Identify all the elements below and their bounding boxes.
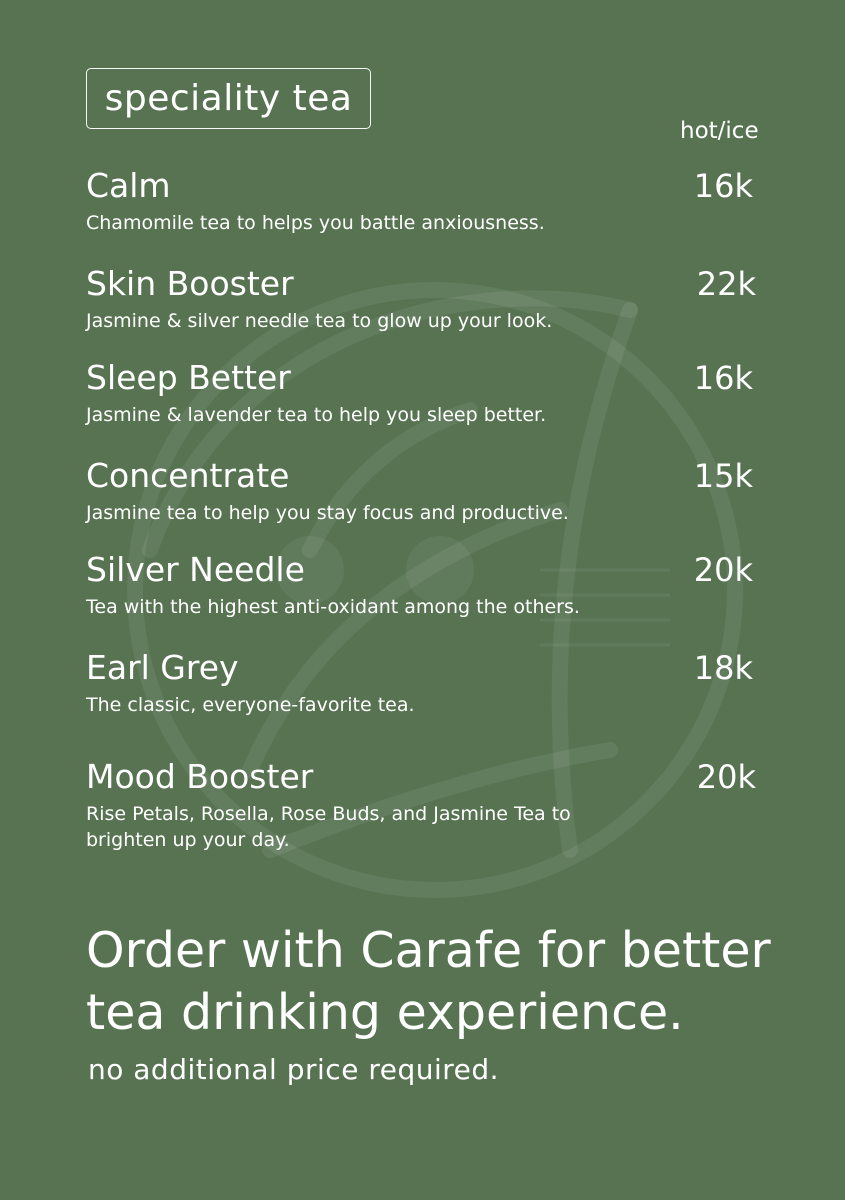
item-name: Concentrate (86, 456, 290, 495)
item-description: The classic, everyone-favorite tea. (86, 694, 415, 716)
menu-item-silver-needle (86, 550, 766, 620)
item-description: Chamomile tea to helps you battle anxiousness. (86, 212, 545, 234)
item-name: Sleep Better (86, 358, 291, 397)
item-price: 15k (693, 457, 753, 495)
item-price: 22k (696, 265, 756, 303)
item-name: Mood Booster (86, 757, 314, 796)
item-description: Jasmine tea to help you stay focus and productive. (86, 502, 569, 524)
item-name: Silver Needle (86, 550, 305, 589)
item-description: Rise Petals, Rosella, Rose Buds, and Jasmine Tea to brighten up your day. (86, 803, 571, 851)
menu-item-concentrate (86, 456, 766, 526)
item-price: 18k (693, 649, 753, 687)
item-price: 16k (693, 359, 753, 397)
order-carafe-headline: Order with Carafe for better tea drinking experience. (86, 922, 771, 1041)
menu-item-skin-booster (86, 264, 766, 334)
price-column-label: hot/ice (680, 118, 759, 144)
item-description: Jasmine & silver needle tea to glow up your look. (86, 310, 553, 332)
item-price: 16k (693, 167, 753, 205)
item-name: Calm (86, 166, 171, 205)
item-description: Jasmine & lavender tea to help you sleep better. (86, 404, 547, 426)
item-price: 20k (696, 758, 756, 796)
item-name: Skin Booster (86, 264, 294, 303)
menu-item-mood-booster (86, 757, 766, 853)
order-carafe-subtext: no additional price required. (88, 1053, 500, 1086)
item-description: Tea with the highest anti-oxidant among the others. (86, 596, 580, 618)
item-price: 20k (693, 551, 753, 589)
menu-item-sleep-better (86, 358, 766, 428)
menu-title: speciality tea (86, 68, 371, 129)
menu-item-calm (86, 166, 766, 236)
item-name: Earl Grey (86, 648, 239, 687)
menu-item-earl-grey (86, 648, 766, 718)
